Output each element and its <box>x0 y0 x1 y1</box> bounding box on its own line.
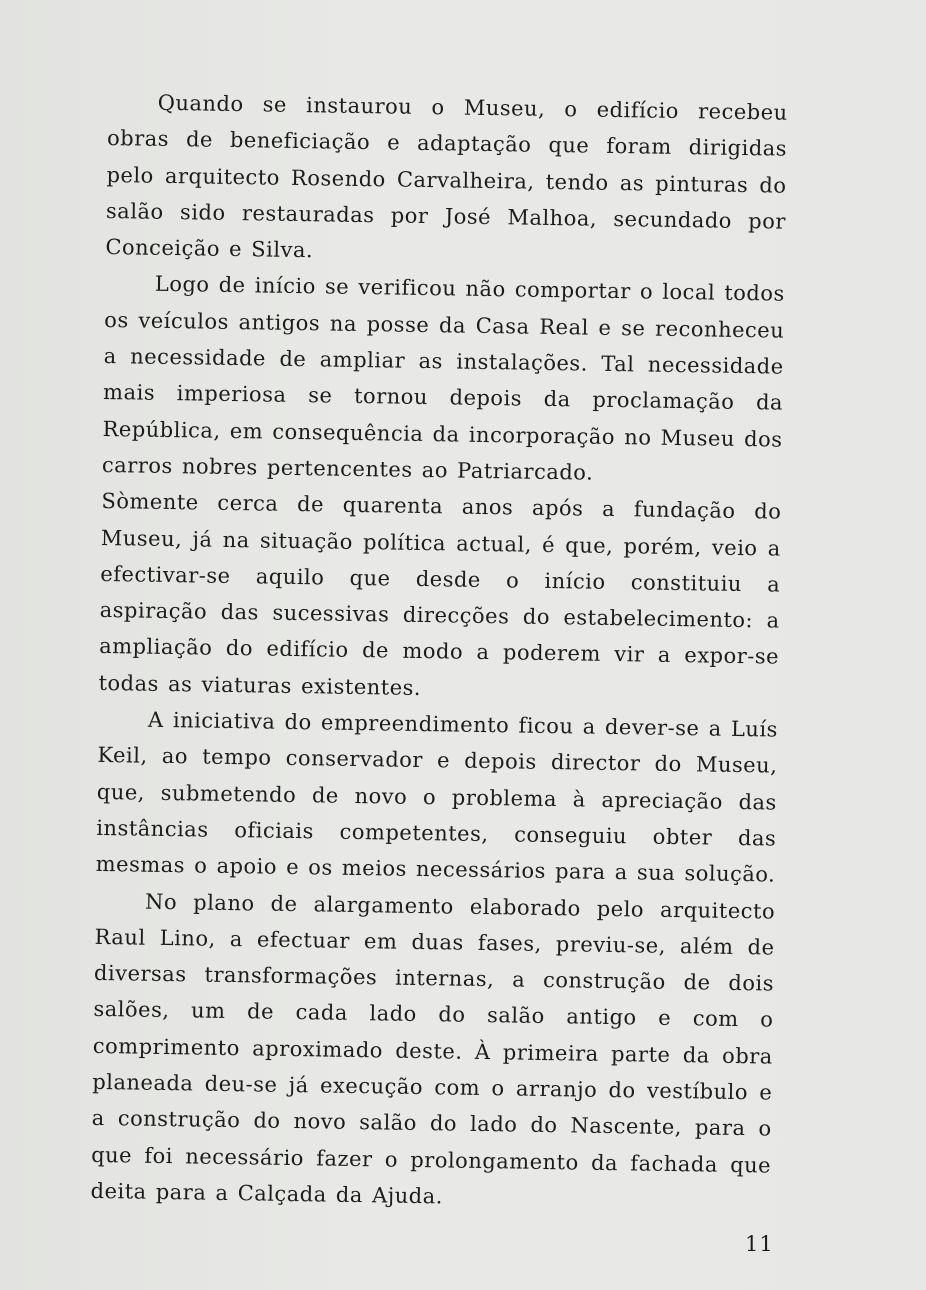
body-text <box>90 84 788 1220</box>
paragraph-4: A iniciativa do empreendimento ficou a dever-se a Luís Keil, ao tempo conservador e depois director do Museu, que, submetendo de novo o problema à apreciação das instâncias oficiais competentes, conseguiu obter das mesmas o apoio e os meios necessários para a sua solução. <box>95 707 779 887</box>
paragraph-5: No plano de alargamento elaborado pelo arquitecto Raul Lino, a efectuar em duas fases, previu-se, além de diversas transformações internas, a construção de dois salões, um de cada lado do salão antigo e com o comprimento aproximado deste. À primeira parte da obra planeada deu-se já execução com o arranjo do vestíbulo e a construção do novo salão do lado do Nascente, para o que foi necessário fazer o prolongamento da fachada que deita para a Calçada da Ajuda. <box>90 889 776 1209</box>
paragraph-3: Sòmente cerca de quarenta anos após a fundação do Museu, já na situação política actual, é que, porém, veio a efectivar-se aquilo que desde o início constituiu a aspiração das sucessivas direcções do estabelecimento: a ampliação do edifício de modo a poderem vir a expor-se todas as viaturas existentes. <box>98 489 782 700</box>
paragraph-2: Logo de início se verificou não comportar o local todos os veículos antigos na posse da Casa Real e se reconheceu a necessidade de ampliar as instalações. Tal necessidade mais imperiosa se tornou depois da proclamação da República, em consequência da incorporação no Museu dos carros nobres pertencentes ao Patriarcado. <box>101 272 785 485</box>
paragraph-1: Quando se instaurou o Museu, o edifício recebeu obras de beneficiação e adaptação que foram dirigidas pelo arquitecto Rosendo Carvalheira, tendo as pinturas do salão sido restauradas por José Malhoa, secundado por Conceição e Silva. <box>105 90 788 263</box>
page-number: 11 <box>745 1232 774 1256</box>
